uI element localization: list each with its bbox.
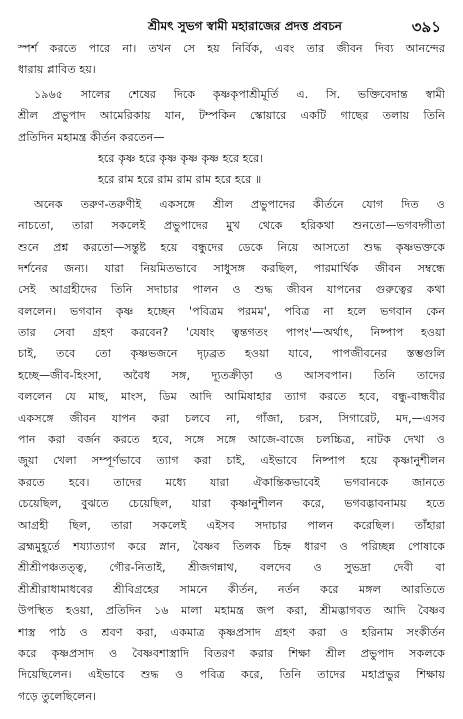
mantra-verse (18, 148, 445, 191)
text-line: আগ্রহী ছিল, তারা সকলেই এইসব সদাচার পালন করেছিল। তাঁহারা (18, 518, 445, 532)
text-line: হচ্ছে—জীব-হিংসা, অবৈধ সঙ্গ, দ্যূতক্রীড়া ও আসবপান। তিনি তাদের (18, 368, 445, 382)
text-line: অনেক তরুণ-তরুণীই একসঙ্গে শ্রীল প্রভুপাদের কীর্তনে যোগ দিত ও (34, 197, 445, 211)
text-line: পান করা বর্জন করতে হবে, সঙ্গে সঙ্গে আজে-বাজে চলচ্চিত্র, নাটক দেখা ও (18, 433, 445, 447)
text-line: সেই আগ্রহীদের তিনি সদাচার পালন ও শুদ্ধ জীবন যাপনের গুরুত্বের কথা (18, 283, 445, 297)
text-line: ব্রহ্মমুহূর্তে শয্যাত্যাগ করে স্নান, বৈষ্ণব তিলক চিহ্ন ধারণ ও পরিচ্ছন্ন পোষাকে (18, 539, 445, 553)
text-line: শুনে প্রশ্ন করতো—সন্তুষ্ট হয়ে বন্ধুদের ডেকে নিয়ে আসতো শুদ্ধ কৃষ্ণভক্তকে (18, 240, 445, 254)
body-text (18, 38, 445, 707)
text-line: শ্রীল প্রভুপাদ আমেরিকায় যান, টম্পকিন স্কোয়ারে একটি গাছের তলায় তিনি (18, 109, 445, 123)
text-line: তার সেবা গ্রহণ করবেন? 'যেষাং ত্বন্তগতং পাপং'—অর্থাৎ, নিষ্পাপ হওয়া (18, 326, 445, 340)
text-line: চেয়েছিল, বুঝতে চেয়েছিল, যারা কৃষ্ণানুশীলন করে, ভগবদ্ভাবনাময় হতে (18, 497, 445, 511)
page-number: ৩৯১ (411, 18, 441, 36)
verse-line: হরে কৃষ্ণ হরে কৃষ্ণ কৃষ্ণ কৃষ্ণ হরে হরে। (98, 151, 264, 165)
text-line: ১৯৬৫ সালের শেষের দিকে কৃষ্ণকৃপাশ্রীমূর্তি এ. সি. ভক্তিবেদান্ত স্বামী (34, 87, 445, 101)
text-line: শ্রীশ্রীপঞ্চতত্ত্ব, গৌর-নিতাই, শ্রীজগন্নাথ, বলদেব ও সুভদ্রা দেবী বা (18, 561, 445, 575)
text-line: ধারায় প্লাবিত হয়। (18, 63, 96, 77)
text-line: বললেন। ভগবান কৃষ্ণ হচ্ছেন 'পবিত্রম পরমম', পবিত্র না হলে ভগবান কেন (18, 304, 445, 318)
text-line: দর্শনের জন্য। যারা নিয়মিতভাবে সাধুসঙ্গ করছিল, পারমার্থিক জীবন সম্বন্ধে (18, 261, 445, 275)
text-line: জুয়া খেলা সম্পূর্ণভাবে ত্যাগ করা চাই, এইভাবে নিষ্পাপ হয়ে কৃষ্ণানুশীলন (18, 454, 445, 468)
text-line: বললেন যে মাছ, মাংস, ডিম আদি আমিষাহার ত্যাগ করতে হবে, বন্ধু-বান্ধবীর (18, 390, 445, 404)
text-line: গড়ে তুলেছিলেন। (18, 689, 97, 703)
paragraph-2 (18, 84, 445, 148)
text-line: একসঙ্গে জীবন যাপন করা চলবে না, গাঁজা, চরস, সিগারেট, মদ,—এসব (18, 411, 445, 425)
running-header (18, 8, 445, 38)
text-line: করতে হবে। তাদের মধ্যে যারা ঐকান্তিকভাবেই ভগবানকে জানতে (18, 475, 445, 489)
paragraph-3 (18, 194, 445, 707)
verse-line: হরে রাম হরে রাম রাম রাম হরে হরে ॥ (98, 173, 262, 187)
text-line: করে কৃষ্ণপ্রসাদ ও বৈষ্ণবশাস্ত্রাদি বিতরণ করার শিক্ষা শ্রীল প্রভুপাদ সকলকে (18, 646, 445, 660)
text-line: দিয়েছিলেন। এইভাবে শুদ্ধ ও পবিত্র করে, তিনি তাদের মহাপ্রভুর শিক্ষায় (18, 668, 445, 682)
paragraph-1 (18, 38, 445, 81)
text-line: উপস্থিত হওয়া, প্রতিদিন ১৬ মালা মহামন্ত্র জপ করা, শ্রীমদ্ভাগবত আদি বৈষ্ণব (18, 604, 445, 618)
text-line: চাই, তবে তো কৃষ্ণভজনে দৃঢ়ব্রত হওয়া যাবে, পাপজীবনের স্তম্ভগুলি (18, 347, 445, 361)
text-line: নাচতো, তারা সকলেই প্রভুপাদের মুখ থেকে হরিকথা শুনতো—ভগবদ্গীতা (18, 219, 445, 233)
text-line: স্পর্শ করতে পারে না। তখন সে হয় নির্বিক, এবং তার জীবন দিব্য আনন্দের (18, 42, 445, 55)
text-line: শাস্ত্র পাঠ ও শ্রবণ করা, একমাত্র কৃষ্ণপ্রসাদ গ্রহণ করা ও হরিনাম সংকীর্তন (18, 625, 445, 639)
text-line: প্রতিদিন মহামন্ত্র কীর্তন করতেন— (18, 130, 165, 144)
header-title: শ্রীমৎ সুভগ স্বামী মহারাজের প্রদত্ত প্রবচন (148, 19, 342, 33)
text-line: শ্রীশ্রীরাধামাধবের শ্রীবিগ্রহের সামনে কীর্তন, নর্তন করে মঙ্গল আরতিতে (18, 582, 445, 596)
